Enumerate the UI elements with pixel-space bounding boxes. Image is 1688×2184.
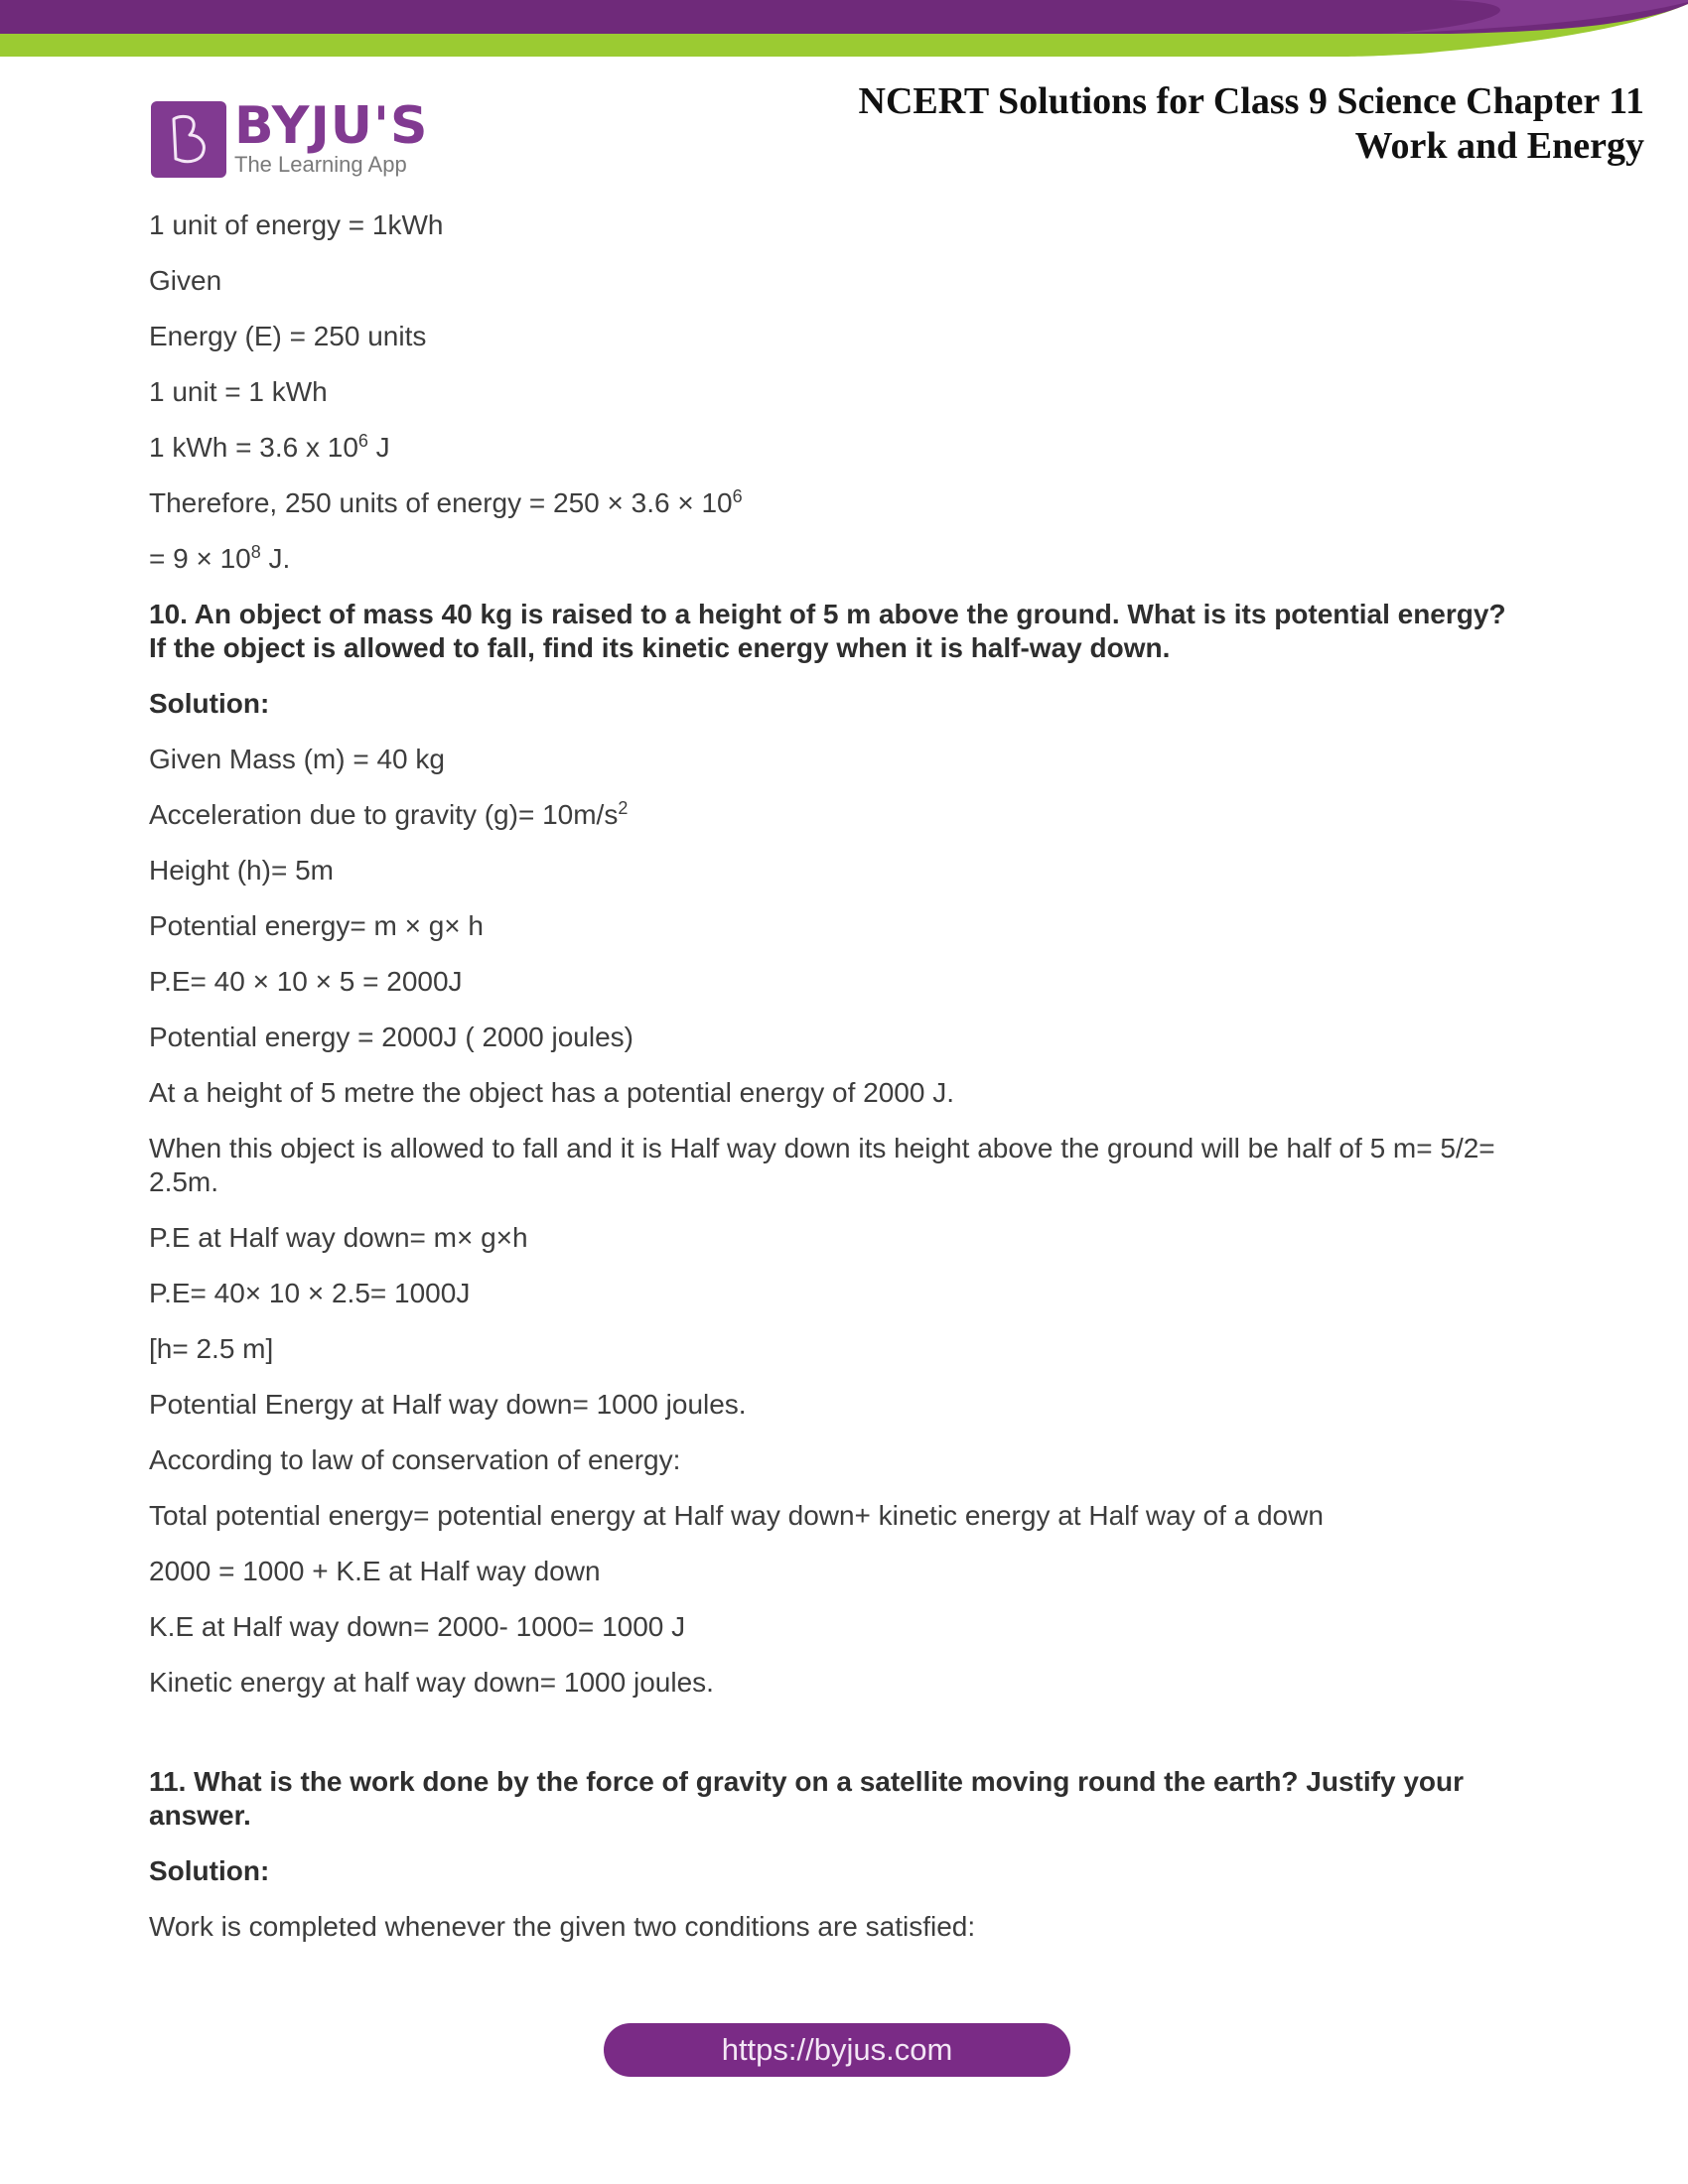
text-line: P.E at Half way down= m× g×h: [149, 1222, 528, 1253]
text-line: Potential energy= m × g× h: [149, 910, 484, 941]
text-line-therefore: [149, 486, 1509, 520]
text-line: When this object is allowed to fall and it is Half way down its height above the ground will be half of 5 m= 5/2= 2.5m.: [149, 1133, 1495, 1197]
text-line-gravity: [149, 798, 1509, 832]
document-title: [859, 79, 1644, 169]
document-title-line-1: NCERT Solutions for Class 9 Science Chapter 11: [858, 80, 1644, 122]
document-title-line-2: Work and Energy: [1354, 125, 1644, 167]
text-line: Potential Energy at Half way down= 1000 joules.: [149, 1389, 747, 1420]
text-line-result: [149, 542, 1509, 576]
text-fragment: 1 kWh = 3.6 x 10: [149, 432, 358, 463]
solution-label: Solution:: [149, 688, 270, 719]
document-body: [149, 208, 1509, 1966]
question-10: 10. An object of mass 40 kg is raised to a height of 5 m above the ground. What is its potential energy? If the object is allowed to fall, find its kinetic energy when it is half-way down.: [149, 599, 1506, 663]
superscript: 6: [732, 486, 743, 506]
text-line: Given: [149, 265, 222, 296]
text-line: Kinetic energy at half way down= 1000 joules.: [149, 1667, 714, 1698]
solution-label: Solution:: [149, 1855, 270, 1886]
text-line: At a height of 5 metre the object has a potential energy of 2000 J.: [149, 1077, 954, 1108]
text-line: Given Mass (m) = 40 kg: [149, 744, 445, 774]
text-line: P.E= 40× 10 × 2.5= 1000J: [149, 1278, 471, 1308]
text-line: [h= 2.5 m]: [149, 1333, 274, 1364]
b-letter-icon: [162, 111, 215, 167]
question-11: 11. What is the work done by the force of gravity on a satellite moving round the earth? Justify your answer.: [149, 1766, 1465, 1831]
text-line-kwh-conversion: [149, 431, 1509, 465]
header-decorative-bands: [0, 0, 1688, 69]
text-line: 1 unit = 1 kWh: [149, 376, 328, 407]
text-line: K.E at Half way down= 2000- 1000= 1000 J: [149, 1611, 686, 1642]
text-line: 1 unit of energy = 1kWh: [149, 209, 444, 240]
text-fragment: J: [367, 432, 390, 463]
text-line: Work is completed whenever the given two conditions are satisfied:: [149, 1911, 976, 1942]
text-line: Potential energy = 2000J ( 2000 joules): [149, 1022, 633, 1052]
logo-tagline: The Learning App: [234, 152, 407, 177]
text-line: Energy (E) = 250 units: [149, 321, 427, 351]
text-line: According to law of conservation of energy:: [149, 1444, 681, 1475]
text-line: Total potential energy= potential energy at Half way down+ kinetic energy at Half way of a down: [149, 1500, 1324, 1531]
text-fragment: = 9 × 10: [149, 543, 251, 574]
text-fragment: J.: [260, 543, 291, 574]
superscript: 8: [250, 542, 261, 562]
text-line: 2000 = 1000 + K.E at Half way down: [149, 1556, 601, 1586]
text-fragment: Therefore, 250 units of energy = 250 × 3.6 × 10: [149, 487, 733, 518]
text-fragment: Acceleration due to gravity (g)= 10m/s: [149, 799, 619, 830]
byjus-logo: [151, 96, 429, 179]
superscript: 2: [618, 798, 629, 818]
text-line: P.E= 40 × 10 × 5 = 2000J: [149, 966, 463, 997]
superscript: 6: [357, 431, 368, 451]
logo-mark: [151, 101, 226, 178]
text-line: Height (h)= 5m: [149, 855, 334, 886]
byjus-website-link[interactable]: https://byjus.com: [604, 2023, 1070, 2077]
logo-brand-text: BYJU'S: [234, 96, 429, 156]
section-spacer: [149, 1721, 1509, 1765]
